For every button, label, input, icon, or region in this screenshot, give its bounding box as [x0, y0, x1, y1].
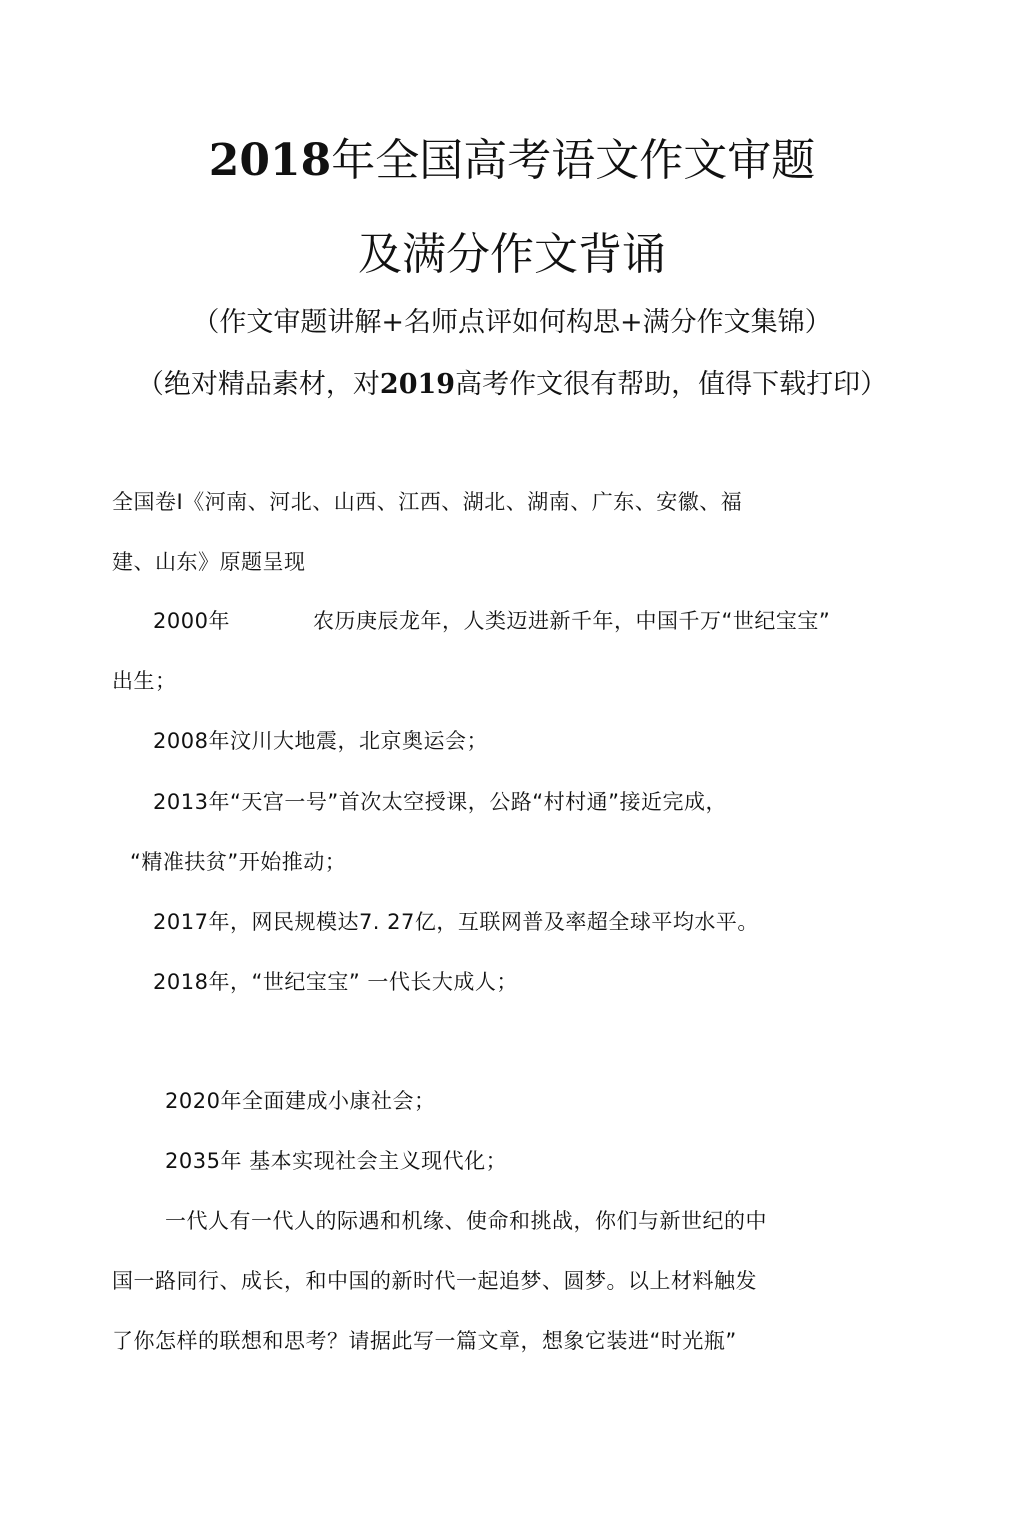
- paragraph-2020: 2020年全面建成小康社会；: [165, 1089, 436, 1113]
- closing-paragraph-line-1: 一代人有一代人的际遇和机缘、使命和挑战，你们与新世纪的中: [165, 1209, 767, 1233]
- paragraph-2013-line-1: 2013年“天宫一号”首次太空授课，公路“村村通”接近完成，: [153, 790, 727, 814]
- paragraph-2000-year: 2000年: [153, 609, 230, 633]
- section-heading-line-2: 建、山东》原题呈现: [112, 550, 306, 574]
- paragraph-2008: 2008年汶川大地震，北京奥运会；: [153, 729, 488, 753]
- paragraph-2035: 2035年 基本实现社会主义现代化；: [165, 1149, 508, 1173]
- document-title-line-1: [0, 124, 1024, 188]
- subtitle-line-2: [0, 362, 1024, 401]
- paragraph-2018: 2018年，“世纪宝宝” 一代长大成人；: [153, 970, 518, 994]
- closing-paragraph-line-2: 国一路同行、成长，和中国的新时代一起追梦、圆梦。以上材料触发: [112, 1269, 757, 1293]
- subtitle-line-1: （作文审题讲解+名师点评如何构思+满分作文集锦）: [192, 307, 832, 338]
- title-text: 年全国高考语文作文审题: [331, 135, 816, 186]
- section-heading-line-1: 全国卷Ⅰ《河南、河北、山西、江西、湖北、湖南、广东、安徽、福: [112, 490, 743, 514]
- paragraph-2013-line-2: “精准扶贫”开始推动；: [130, 850, 347, 874]
- paragraph-2000-text: 农历庚辰龙年，人类迈进新千年，中国千万“世纪宝宝”: [313, 609, 831, 633]
- paragraph-2017: 2017年，网民规模达7. 27亿，互联网普及率超全球平均水平。: [153, 910, 759, 934]
- subtitle-year: 2019: [379, 369, 456, 400]
- subtitle-part-1: （绝对精品素材，对: [136, 369, 380, 400]
- document-title-line-2: 及满分作文背诵: [358, 229, 666, 280]
- subtitle-part-2: 高考作文很有帮助，值得下载打印）: [455, 369, 888, 400]
- paragraph-2000-continued: 出生；: [112, 669, 177, 693]
- title-year: 2018: [208, 135, 332, 186]
- closing-paragraph-line-3: 了你怎样的联想和思考？请据此写一篇文章，想象它装进“时光瓶”: [112, 1329, 737, 1353]
